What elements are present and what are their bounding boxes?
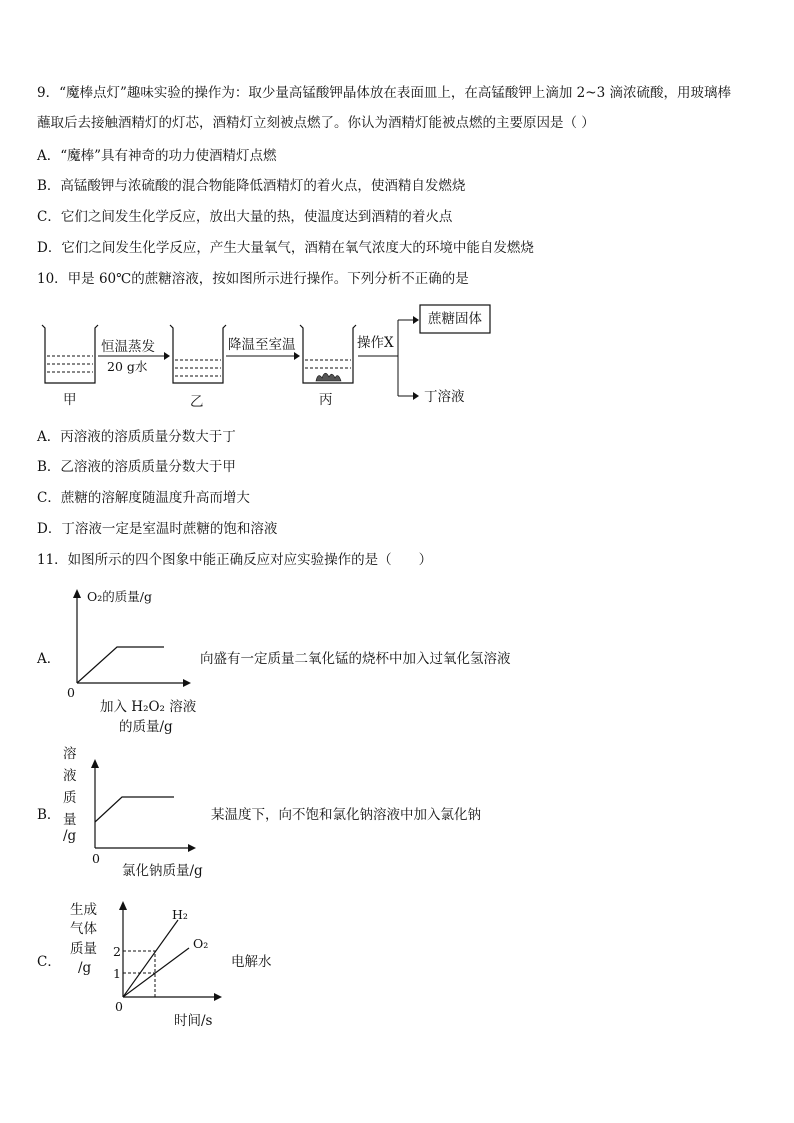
solution-ding-label: 丁溶液 — [424, 389, 465, 405]
graph-c-h2-line — [123, 920, 178, 997]
q10-stem: 10．甲是 60℃的蔗糖溶液，按如图所示进行操作。下列分析不正确的是 — [37, 271, 469, 287]
graph-c-ylabel-1: 生成 — [70, 902, 97, 918]
graph-c-ylabel-3: 质量 — [70, 941, 97, 957]
beaker-jia-label: 甲 — [63, 392, 77, 408]
graph-c-o2-line — [123, 948, 189, 997]
graph-c-ylabel-2: 气体 — [70, 921, 97, 937]
graph-c-series-h2: H₂ — [172, 907, 188, 922]
graph-a-ylabel: O₂的质量/g — [87, 589, 152, 604]
beaker-bing-label: 丙 — [319, 392, 333, 408]
beaker-yi-label: 乙 — [190, 394, 204, 410]
q9-option-a: A．“魔棒”具有神奇的功力使酒精灯点燃 — [37, 148, 277, 164]
graph-b-ylabel-4: 量 — [63, 812, 77, 828]
graph-c-option-label: C． — [37, 954, 61, 970]
graph-c-tick-1: 1 — [113, 966, 121, 981]
graph-b-origin: 0 — [92, 851, 100, 866]
q9-stem-line1: 9．“魔棒点灯”趣味实验的操作为：取少量高锰酸钾晶体放在表面皿上，在高锰酸钾上滴加 2~3 滴浓硫酸，用玻璃棒 — [37, 85, 731, 101]
graph-b-description: 某温度下，向不饱和氯化钠溶液中加入氯化钠 — [211, 807, 481, 823]
graph-b-xlabel: 氯化钠质量/g — [122, 863, 203, 879]
q9-option-c: C．它们之间发生化学反应，放出大量的热，使温度达到酒精的着火点 — [37, 209, 453, 225]
q10-option-c: C．蔗糖的溶解度随温度升高而增大 — [37, 490, 250, 506]
q9-option-d: D．它们之间发生化学反应，产生大量氧气，酒精在氧气浓度大的环境中能自发燃烧 — [37, 240, 534, 256]
graph-c-xlabel: 时间/s — [174, 1013, 213, 1029]
graph-c-origin: 0 — [115, 999, 123, 1014]
graph-b-ylabel-5: /g — [63, 828, 77, 844]
graph-c-series-o2: O₂ — [193, 936, 209, 951]
step-water-amount-label: 20 g水 — [107, 359, 148, 374]
q9-option-b: B．高锰酸钾与浓硫酸的混合物能降低酒精灯的着火点，使酒精自发燃烧 — [37, 178, 466, 194]
graph-b-ylabel-2: 液 — [63, 768, 77, 784]
graph-b-line — [95, 797, 174, 822]
q9-stem-line2: 蘸取后去接触酒精灯的灯芯，酒精灯立刻被点燃了。你认为酒精灯能被点燃的主要原因是（ ） — [37, 115, 595, 131]
q10-option-a: A．丙溶液的溶质质量分数大于丁 — [37, 429, 236, 445]
graph-a-xlabel-line2: 的质量/g — [119, 719, 173, 735]
graph-c-description: 电解水 — [231, 954, 272, 970]
graph-a-origin: 0 — [67, 685, 75, 700]
step-operation-x-label: 操作X — [357, 335, 394, 351]
q10-option-d: D．丁溶液一定是室温时蔗糖的饱和溶液 — [37, 521, 278, 537]
graph-a-xlabel-line1: 加入 H₂O₂ 溶液 — [100, 699, 197, 715]
graph-b-option-label: B． — [37, 807, 61, 823]
graph-a-option-label: A． — [37, 651, 61, 667]
graph-a-description: 向盛有一定质量二氧化锰的烧杯中加入过氧化氢溶液 — [200, 651, 511, 667]
graph-b — [91, 759, 196, 852]
sugar-solid-label: 蔗糖固体 — [428, 311, 482, 327]
graph-a-line — [77, 647, 164, 683]
q10-option-b: B．乙溶液的溶质质量分数大于甲 — [37, 459, 236, 475]
step-cool-label: 降温至室温 — [228, 337, 296, 353]
graph-b-ylabel-3: 质 — [63, 790, 77, 806]
q11-stem: 11．如图所示的四个图象中能正确反应对应实验操作的是（ ） — [37, 552, 433, 568]
graph-c-ylabel-4: /g — [78, 960, 92, 976]
graph-b-ylabel-1: 溶 — [63, 746, 77, 762]
graph-c-tick-2: 2 — [113, 944, 121, 959]
step-evaporate-label: 恒温蒸发 — [101, 339, 155, 355]
